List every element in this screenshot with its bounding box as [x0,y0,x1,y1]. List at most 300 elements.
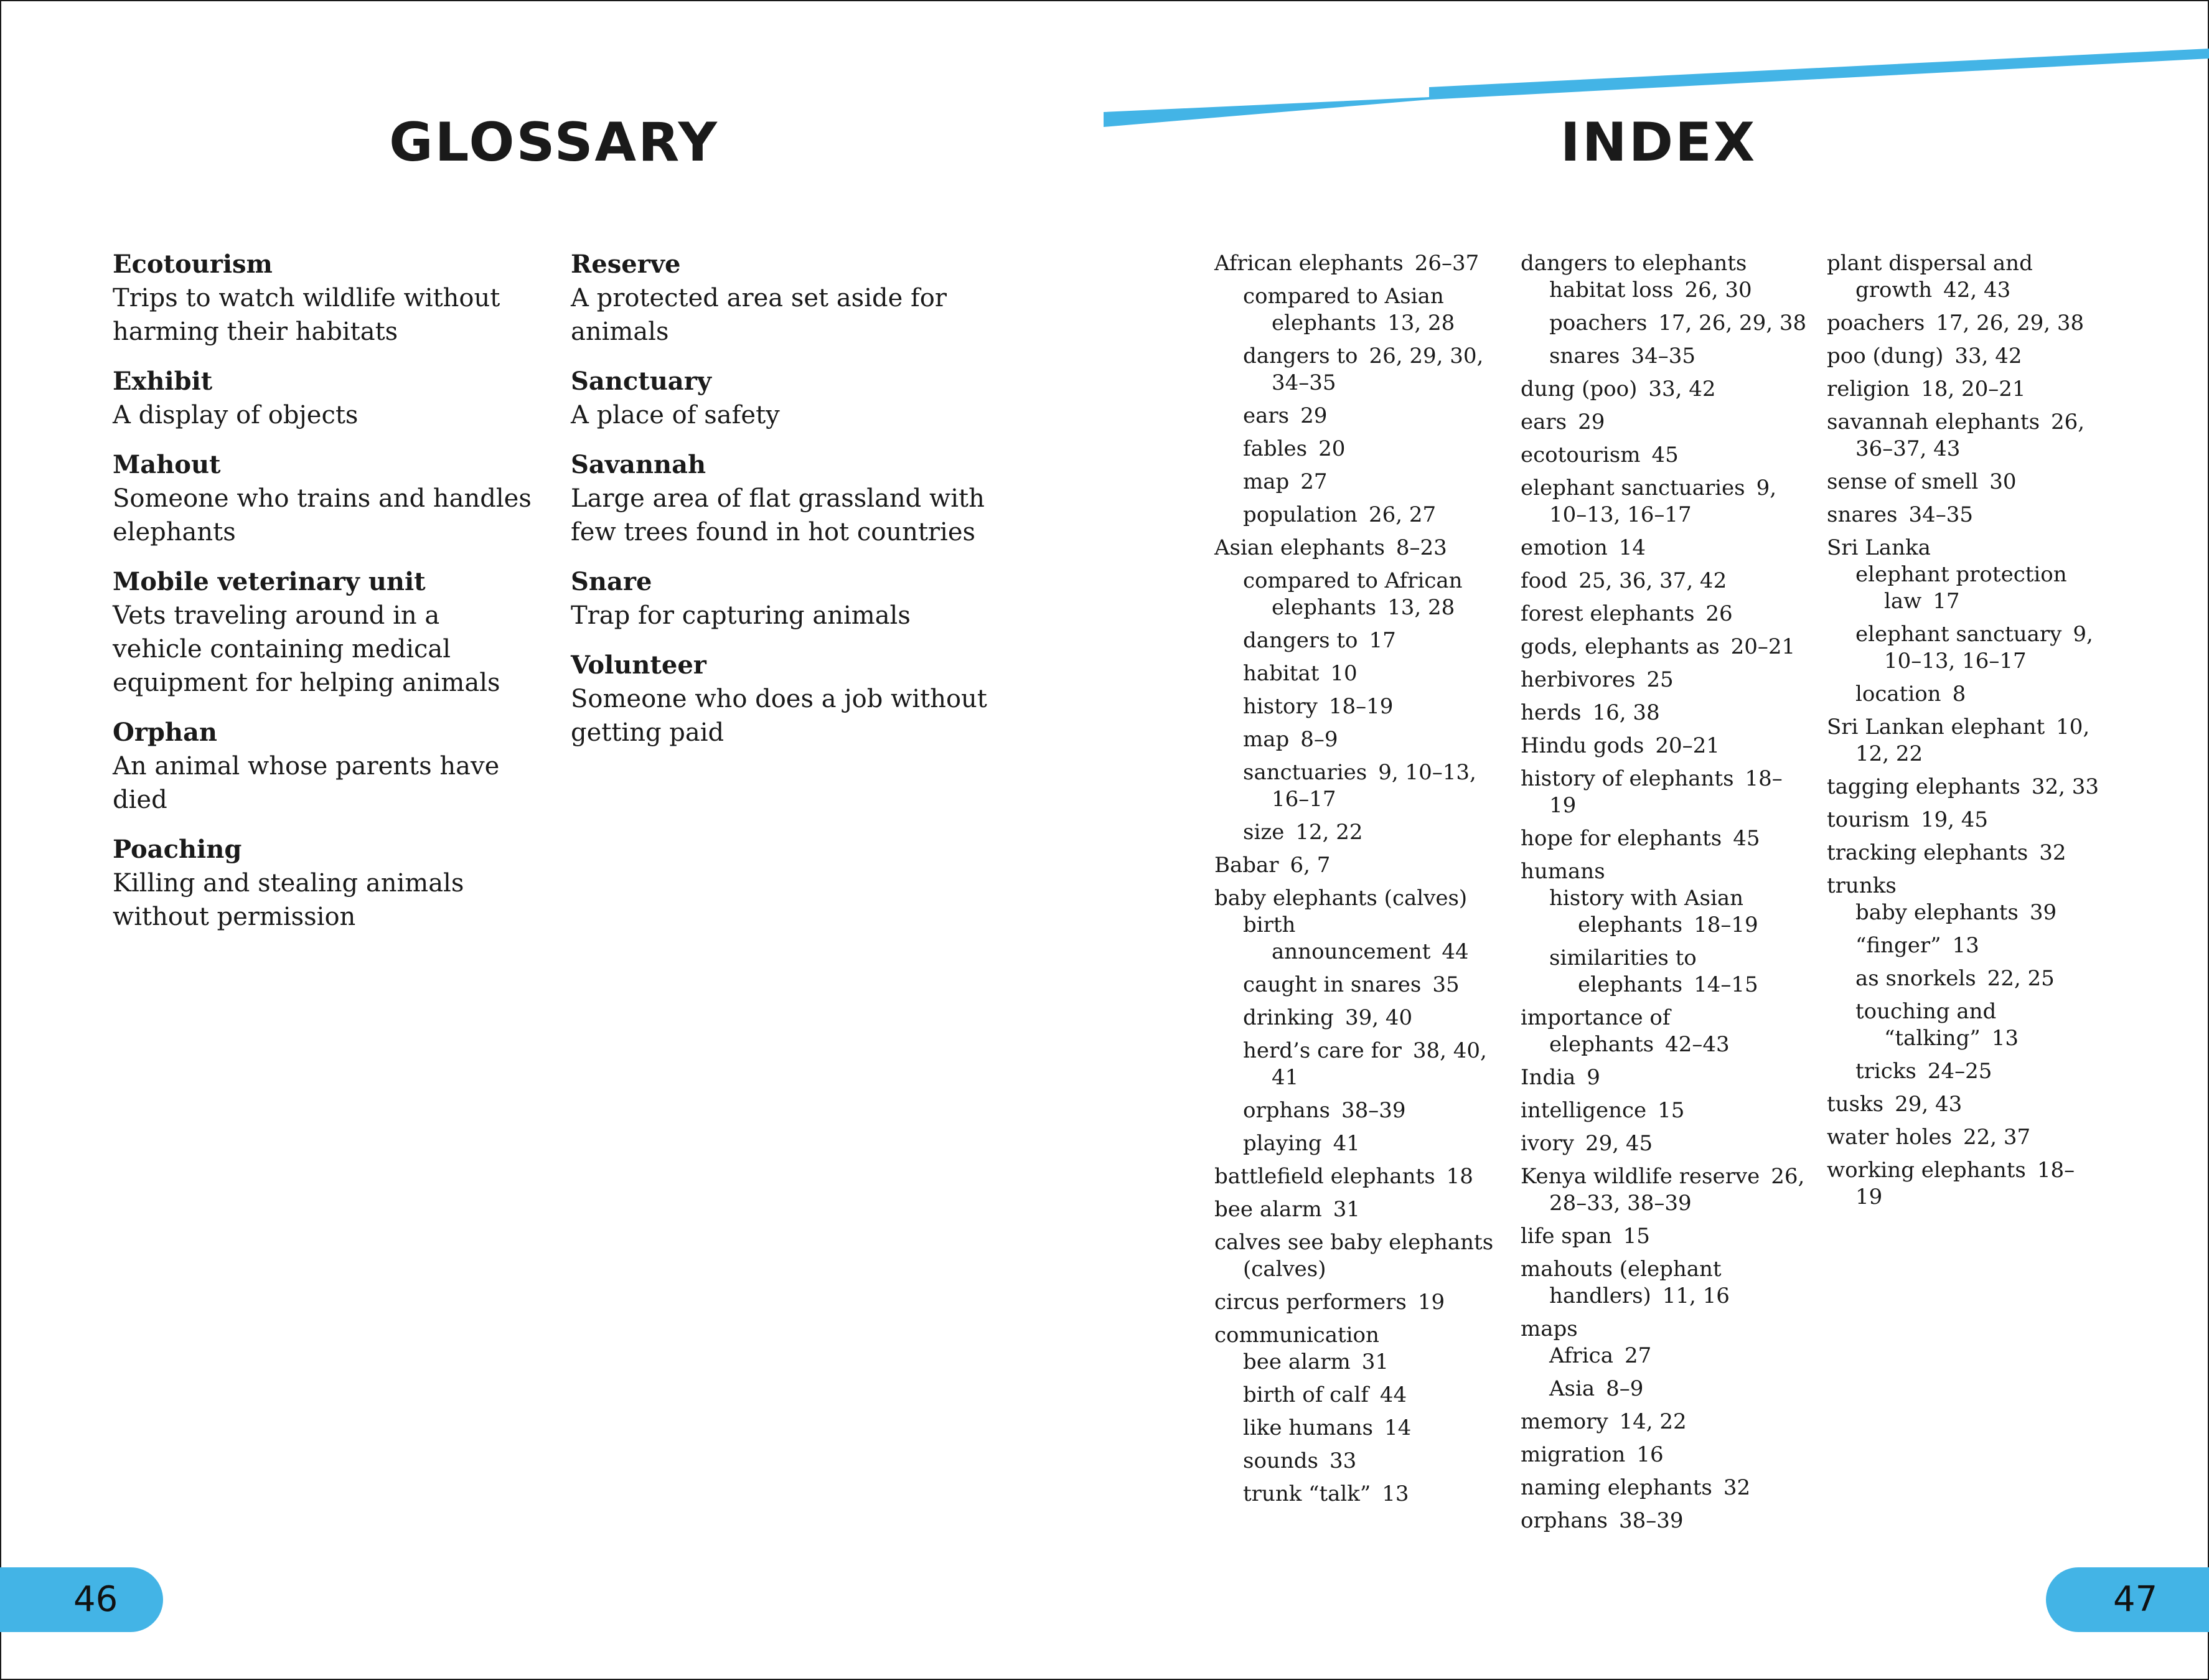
index-pages: 19 [1417,1290,1445,1315]
index-pages: 14–15 [1694,972,1758,997]
index-entry [1827,1091,2101,1118]
index-pages: 30 [1989,469,2017,494]
index-term: sounds [1243,1448,1318,1473]
index-pages: 16, 38 [1592,700,1660,725]
index-term: working elephants [1827,1158,2026,1183]
index-subentry [1214,627,1494,654]
index-term: similarities to elephants [1549,946,1697,997]
index-entry [1521,409,1807,436]
glossary-definition: A display of objects [113,401,359,429]
index-entry [1214,1196,1494,1223]
index-term: herd’s care for [1243,1038,1402,1063]
page-number-right: 47 [2046,1567,2209,1632]
index-entry [1521,1316,1807,1343]
index-pages: 44 [1442,939,1469,964]
index-pages: 9, 10–13, 16–17 [1884,622,2093,673]
index-term: herds [1521,700,1582,725]
index-entry [1521,601,1807,627]
index-term: water holes [1827,1125,1953,1150]
index-pages: 14, 22 [1619,1409,1687,1434]
index-entry [1214,885,1494,912]
index-pages: 34–35 [1631,344,1695,368]
index-column-3 [1827,250,2101,1217]
index-entry [1521,1508,1807,1534]
index-pages: 16 [1636,1442,1664,1467]
index-entry [1521,1409,1807,1435]
page-number-left: 46 [0,1567,163,1632]
index-pages: 8–9 [1300,727,1338,752]
index-term: trunk “talk” [1243,1481,1371,1506]
index-subentry [1827,621,2101,675]
index-pages: 17, 26, 29, 38 [1658,311,1807,336]
index-pages: 20–21 [1655,733,1720,758]
index-entry [1827,873,2101,899]
index-pages: 25, 36, 37, 42 [1578,568,1727,593]
index-term: poachers [1549,311,1648,336]
index-term: maps [1521,1316,1578,1341]
index-subentry [1214,1382,1494,1409]
index-entry [1521,1097,1807,1124]
index-term: dung (poo) [1521,377,1638,401]
index-entry [1827,807,2101,833]
index-term: touching and “talking” [1855,999,1997,1051]
index-subentry [1214,568,1494,621]
index-subentry [1214,1349,1494,1376]
index-entry [1521,535,1807,561]
index-entry [1827,1124,2101,1151]
index-subentry [1214,726,1494,753]
index-entry [1521,1130,1807,1157]
index-entry [1521,1064,1807,1091]
index-term: “finger” [1855,933,1941,958]
index-term: fables [1243,436,1308,461]
index-subentry [1214,693,1494,720]
index-entry [1827,502,2101,528]
index-term: tricks [1855,1059,1916,1084]
index-subentry [1827,561,2101,615]
index-entry [1827,774,2101,800]
index-pages: 18–19 [1328,694,1394,719]
index-subentry [1214,660,1494,687]
index-entry [1521,1256,1807,1310]
index-term: Hindu gods [1521,733,1644,758]
glossary-entry [113,448,536,549]
index-entry [1521,733,1807,759]
index-term: food [1521,568,1568,593]
index-term: history of elephants [1521,766,1734,791]
index-term: Kenya wildlife reserve [1521,1164,1760,1189]
index-subentry [1214,1038,1494,1091]
index-entry [1827,840,2101,866]
index-pages: 39 [2029,900,2057,925]
glossary-definition: Someone who trains and handles elephants [113,484,532,547]
index-term: mahouts (elephant handlers) [1521,1257,1722,1308]
index-term: poo (dung) [1827,344,1944,368]
index-term: baby elephants [1855,900,2019,925]
index-entry [1521,1005,1807,1058]
glossary-definition: Trap for capturing animals [571,601,911,630]
index-entry [1521,442,1807,469]
index-pages: 33, 42 [1954,344,2022,368]
index-pages: 10 [1330,661,1358,686]
index-subentry [1827,681,2101,708]
index-term: orphans [1521,1508,1608,1533]
index-pages: 44 [1379,1382,1407,1407]
index-term: battlefield elephants [1214,1164,1435,1189]
index-term: birth announcement [1243,913,1431,964]
index-term: forest elephants [1521,601,1695,626]
index-term: drinking [1243,1005,1334,1030]
index-term: sense of smell [1827,469,1979,494]
index-entry [1214,250,1494,277]
index-pages: 26, 29, 30, 34–35 [1272,344,1484,395]
index-term: playing [1243,1131,1322,1156]
index-pages: 32 [2039,840,2066,865]
index-pages: 25 [1646,667,1674,692]
index-entry [1521,1163,1807,1217]
index-term: birth of calf [1243,1382,1369,1407]
index-entry [1521,376,1807,403]
index-pages: 18–19 [1549,766,1783,818]
index-term: as snorkels [1855,966,1976,991]
glossary-term: Sanctuary [571,367,712,396]
glossary-entry [113,365,536,432]
index-entry [1521,858,1807,885]
index-pages: 22, 25 [1987,966,2055,991]
index-term: African elephants [1214,251,1404,276]
index-entry [1214,1163,1494,1190]
index-subentry [1521,343,1807,370]
index-term: compared to Asian elephants [1243,284,1444,336]
index-term: Asia [1549,1376,1595,1401]
glossary-column-left [113,248,536,950]
index-pages: 34–35 [1908,502,1973,527]
index-pages: 17 [1933,589,1960,614]
index-pages: 27 [1300,469,1328,494]
index-term: map [1243,469,1290,494]
index-pages: 15 [1623,1224,1650,1249]
index-subentry [1521,277,1807,304]
glossary-definition: Trips to watch wildlife without harming their habitats [113,284,500,346]
index-subentry [1214,1448,1494,1475]
index-term: communication [1214,1323,1379,1348]
glossary-entry [113,716,536,817]
index-term: location [1855,682,1941,706]
index-subentry [1214,912,1494,965]
index-term: habitat [1243,661,1320,686]
index-term: bee alarm [1214,1197,1322,1222]
index-term: dangers to elephants [1521,251,1747,276]
index-term: gods, elephants as [1521,634,1720,659]
glossary-term: Ecotourism [113,250,273,279]
index-term: India [1521,1065,1576,1090]
index-pages: 26, 28–33, 38–39 [1549,1164,1805,1216]
index-subentry [1521,945,1807,998]
index-pages: 38–39 [1619,1508,1684,1533]
index-entry [1521,634,1807,660]
index-entry [1827,1157,2101,1211]
index-pages: 24–25 [1927,1059,1992,1084]
index-subentry [1214,972,1494,998]
glossary-term: Mobile veterinary unit [113,567,426,596]
index-entry [1827,714,2101,767]
index-term: history with Asian elephants [1549,886,1744,937]
index-term: Sri Lankan elephant [1827,715,2045,739]
index-term: memory [1521,1409,1608,1434]
index-entry [1521,568,1807,594]
index-term: hope for elephants [1521,826,1722,851]
index-entry [1521,1475,1807,1501]
index-pages: 29, 43 [1895,1092,1963,1117]
glossary-definition: A place of safety [571,401,780,429]
glossary-term: Reserve [571,250,681,279]
index-pages: 18 [1446,1164,1473,1189]
index-pages: 26 [1705,601,1733,626]
index-term: religion [1827,377,1910,401]
index-pages: 13 [1952,933,1979,958]
index-term: history [1243,694,1318,719]
index-pages: 45 [1733,826,1760,851]
index-pages: 31 [1361,1349,1389,1374]
index-pages: 14 [1618,535,1646,560]
index-pages: 29 [1578,410,1605,434]
index-entry [1521,250,1807,277]
index-pages: 33 [1329,1448,1357,1473]
index-term: emotion [1521,535,1608,560]
glossary-term: Orphan [113,718,217,747]
index-term: importance of elephants [1521,1005,1671,1057]
index-term: Africa [1549,1343,1613,1368]
index-pages: 38–39 [1341,1098,1406,1123]
index-term: tourism [1827,807,1910,832]
glossary-definition: A protected area set aside for animals [571,284,947,346]
index-pages: 42, 43 [1943,278,2011,303]
glossary-term: Poaching [113,835,242,864]
glossary-term: Volunteer [571,650,706,680]
glossary-entry [571,248,994,349]
index-entry [1827,469,2101,495]
index-entry [1827,250,2101,304]
index-term: naming elephants [1521,1475,1712,1500]
index-entry [1521,1223,1807,1250]
index-subentry [1214,502,1494,528]
index-pages: 32, 33 [2031,774,2099,799]
glossary-term: Savannah [571,450,706,479]
glossary-title: GLOSSARY [389,111,719,174]
index-pages: 42–43 [1665,1032,1730,1057]
index-pages: 31 [1333,1197,1360,1222]
index-entry [1827,343,2101,370]
glossary-entry [113,248,536,349]
index-subentry [1214,283,1494,337]
index-pages: 19, 45 [1920,807,1989,832]
glossary-column-right [571,248,994,766]
glossary-entry [571,448,994,549]
index-pages: 13, 28 [1387,595,1455,620]
glossary-entry [113,565,536,700]
index-term: ivory [1521,1131,1575,1156]
index-term: baby elephants (calves) [1214,886,1468,911]
index-subentry [1214,1481,1494,1508]
index-term: orphans [1243,1098,1331,1123]
index-pages: 13 [1382,1481,1409,1506]
index-entry [1521,667,1807,693]
index-term: size [1243,820,1285,845]
index-entry [1827,535,2101,561]
index-term: snares [1549,344,1620,368]
index-entry [1214,1322,1494,1349]
index-pages: 18–19 [1694,913,1758,937]
index-term: elephant sanctuaries [1521,476,1745,500]
index-term: dangers to [1243,628,1358,653]
index-pages: 9, 10–13, 16–17 [1272,760,1476,812]
index-entry [1521,1442,1807,1468]
index-entry [1521,700,1807,726]
index-pages: 13, 28 [1387,311,1455,336]
glossary-entry [571,565,994,632]
index-pages: 38, 40, 41 [1272,1038,1487,1090]
index-term: ears [1243,403,1290,428]
index-subentry [1214,1005,1494,1031]
index-pages: 20–21 [1730,634,1796,659]
index-subentry [1214,403,1494,429]
glossary-definition: Killing and stealing animals without permission [113,869,464,931]
index-subentry [1214,1415,1494,1442]
index-pages: 10, 12, 22 [1855,715,2090,766]
index-column-2 [1521,250,1807,1541]
index-subentry [1521,310,1807,337]
index-pages: 6, 7 [1290,853,1331,878]
index-pages: 14 [1384,1415,1412,1440]
glossary-definition: Large area of flat grassland with few trees found in hot countries [571,484,985,547]
index-subentry [1214,759,1494,813]
index-pages: 26, 36–37, 43 [1855,410,2085,461]
index-subentry [1521,1376,1807,1402]
index-entry [1214,535,1494,561]
index-term: dangers to [1243,344,1358,368]
index-term: plant dispersal and growth [1827,251,2033,303]
index-entry [1214,1229,1494,1283]
index-term: poachers [1827,311,1925,336]
index-term: tagging elephants [1827,774,2020,799]
glossary-definition: Someone who does a job without getting paid [571,685,987,747]
index-term: elephant sanctuary [1855,622,2062,647]
index-pages: 29, 45 [1585,1131,1653,1156]
index-pages: 32 [1723,1475,1751,1500]
index-pages: 12, 22 [1295,820,1363,845]
index-pages: 45 [1651,443,1679,467]
index-pages: 9 [1587,1065,1600,1090]
index-entry [1827,310,2101,337]
index-term: map [1243,727,1290,752]
index-subentry [1214,343,1494,397]
index-term: intelligence [1521,1098,1647,1123]
index-term: circus performers [1214,1290,1407,1315]
index-subentry [1214,469,1494,495]
index-entry [1521,825,1807,852]
index-term: ears [1521,410,1567,434]
index-pages: 26, 30 [1684,278,1752,303]
index-term: population [1243,502,1358,527]
index-term: trunks [1827,873,1897,898]
index-term: migration [1521,1442,1626,1467]
index-pages: 17 [1369,628,1396,653]
index-pages: 33, 42 [1648,377,1716,401]
index-term: calves see baby elephants (calves) [1214,1230,1494,1282]
glossary-term: Snare [571,567,652,596]
index-term: compared to African elephants [1243,568,1463,620]
index-pages: 27 [1624,1343,1652,1368]
index-subentry [1827,899,2101,926]
index-pages: 29 [1300,403,1328,428]
index-term: Asian elephants [1214,535,1385,560]
index-entry [1521,475,1807,528]
index-subentry [1214,819,1494,846]
index-pages: 22, 37 [1963,1125,2031,1150]
index-subentry [1521,885,1807,939]
index-subentry [1827,998,2101,1052]
index-pages: 41 [1333,1131,1360,1156]
index-entry [1214,1289,1494,1316]
index-pages: 17, 26, 29, 38 [1936,311,2085,336]
index-term: snares [1827,502,1898,527]
index-term: like humans [1243,1415,1373,1440]
index-pages: 26, 27 [1368,502,1437,527]
index-pages: 18, 20–21 [1921,377,2026,401]
index-subentry [1827,932,2101,959]
index-subentry [1214,1097,1494,1124]
glossary-definition: Vets traveling around in a vehicle containing medical equipment for helping animals [113,601,500,697]
index-pages: 9, 10–13, 16–17 [1549,476,1777,527]
glossary-entry [571,365,994,432]
index-term: tracking elephants [1827,840,2028,865]
index-subentry [1214,1130,1494,1157]
index-term: ecotourism [1521,443,1641,467]
index-subentry [1827,965,2101,992]
index-pages: 11, 16 [1662,1283,1730,1308]
index-subentry [1214,436,1494,462]
glossary-term: Exhibit [113,367,213,396]
index-term: tusks [1827,1092,1884,1117]
index-pages: 8 [1952,682,1966,706]
index-term: sanctuaries [1243,760,1367,785]
glossary-entry [113,833,536,934]
glossary-term: Mahout [113,450,221,479]
index-title: INDEX [1560,111,1757,174]
index-pages: 13 [1991,1026,2019,1051]
index-entry [1827,376,2101,403]
index-term: humans [1521,859,1605,884]
index-column-1 [1214,250,1494,1514]
index-pages: 18–19 [1855,1158,2075,1209]
index-entry [1827,409,2101,462]
glossary-entry [571,649,994,749]
index-pages: 8–23 [1395,535,1447,560]
index-pages: 15 [1658,1098,1685,1123]
index-term: habitat loss [1549,278,1674,303]
index-term: life span [1521,1224,1612,1249]
index-term: savannah elephants [1827,410,2040,434]
index-term: caught in snares [1243,972,1422,997]
index-entry [1521,766,1807,819]
index-pages: 39, 40 [1344,1005,1413,1030]
index-pages: 8–9 [1606,1376,1644,1401]
index-term: Babar [1214,853,1279,878]
index-subentry [1521,1343,1807,1369]
index-term: Sri Lanka [1827,535,1931,560]
index-entry [1214,852,1494,879]
index-term: bee alarm [1243,1349,1351,1374]
